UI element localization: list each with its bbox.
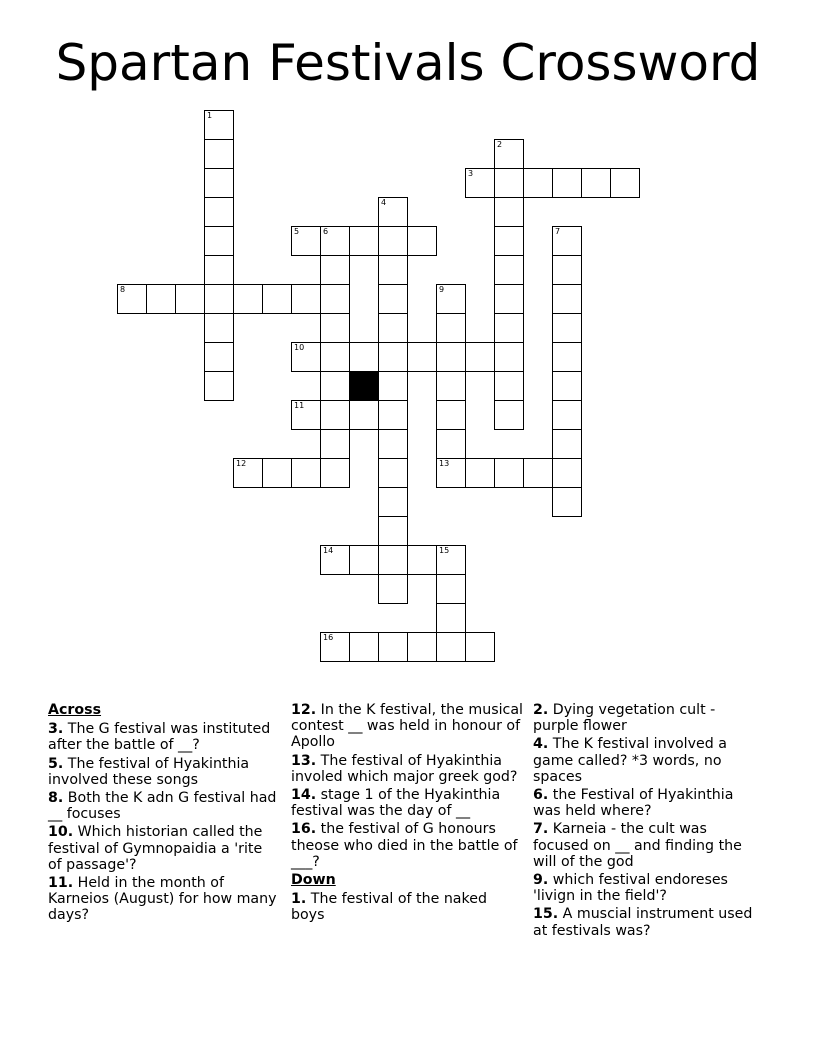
grid-cell[interactable] (378, 313, 408, 343)
grid-cell[interactable] (378, 284, 408, 314)
clues-column-2 (291, 702, 523, 926)
grid-cell[interactable] (552, 400, 582, 430)
grid-cell[interactable] (349, 632, 379, 662)
clue-number: 6 (323, 227, 329, 236)
grid-cell[interactable] (320, 632, 350, 662)
grid-cell[interactable] (494, 197, 524, 227)
grid-cell[interactable] (494, 342, 524, 372)
grid-cell[interactable] (494, 313, 524, 343)
grid-cell[interactable] (436, 284, 466, 314)
grid-cell[interactable] (378, 342, 408, 372)
grid-cell[interactable] (552, 458, 582, 488)
grid-cell[interactable] (349, 545, 379, 575)
grid-cell[interactable] (262, 284, 292, 314)
grid-cell[interactable] (320, 429, 350, 459)
grid-cell[interactable] (291, 284, 321, 314)
clue-number: 10 (294, 343, 305, 352)
across-heading: Across (48, 702, 102, 718)
grid-cell[interactable] (175, 284, 205, 314)
clue-down-1: 1. The festival of the naked boys (291, 891, 487, 924)
grid-cell[interactable] (436, 632, 466, 662)
grid-cell[interactable] (378, 197, 408, 227)
grid-cell[interactable] (494, 255, 524, 285)
grid-cell[interactable] (465, 632, 495, 662)
clue-down-15: 15. A muscial instrument used at festivals was? (533, 906, 753, 939)
grid-cell[interactable] (436, 603, 466, 633)
grid-cell[interactable] (407, 545, 437, 575)
grid-cell[interactable] (552, 429, 582, 459)
clue-number: 11 (294, 401, 305, 410)
grid-cell[interactable] (436, 429, 466, 459)
grid-cell[interactable] (204, 197, 234, 227)
grid-cell[interactable] (581, 168, 611, 198)
grid-cell[interactable] (494, 284, 524, 314)
grid-cell[interactable] (552, 342, 582, 372)
clue-number: 16 (323, 633, 334, 642)
grid-cell[interactable] (320, 342, 350, 372)
grid-cell[interactable] (204, 139, 234, 169)
clue-number: 4 (381, 198, 387, 207)
grid-cell[interactable] (204, 313, 234, 343)
clue-down-2: 2. Dying vegetation cult - purple flower (533, 702, 716, 735)
grid-cell[interactable] (436, 371, 466, 401)
grid-cell[interactable] (494, 458, 524, 488)
grid-cell[interactable] (552, 313, 582, 343)
grid-cell[interactable] (378, 545, 408, 575)
grid-cell[interactable] (465, 342, 495, 372)
clue-number: 2 (497, 140, 503, 149)
grid-cell[interactable] (552, 168, 582, 198)
grid-cell[interactable] (494, 139, 524, 169)
clue-number: 5 (294, 227, 300, 236)
clue-number: 8 (120, 285, 126, 294)
down-heading: Down (291, 872, 336, 889)
clue-across-12: 12. In the K festival, the musical contest __ was held in honour of Apollo (291, 702, 523, 751)
grid-cell[interactable] (378, 458, 408, 488)
grid-cell[interactable] (378, 255, 408, 285)
grid-cell[interactable] (204, 110, 234, 140)
grid-cell[interactable] (523, 168, 553, 198)
grid-cell[interactable] (204, 371, 234, 401)
grid-cell[interactable] (436, 458, 466, 488)
clue-number: 3 (468, 169, 474, 178)
clue-across-11: 11. Held in the month of Karneios (August) for how many days? (48, 875, 277, 924)
grid-cell[interactable] (552, 487, 582, 517)
grid-cell[interactable] (291, 342, 321, 372)
clue-across-8: 8. Both the K adn G festival had __ focuses (48, 790, 277, 823)
grid-cell[interactable] (552, 284, 582, 314)
clue-down-4: 4. The K festival involved a game called? *3 words, no spaces (533, 736, 727, 785)
grid-cell[interactable] (378, 632, 408, 662)
grid-cell[interactable] (320, 458, 350, 488)
grid-cell[interactable] (378, 400, 408, 430)
grid-cell[interactable] (233, 284, 263, 314)
clue-number: 9 (439, 285, 445, 294)
grid-cell[interactable] (349, 342, 379, 372)
grid-cell[interactable] (407, 226, 437, 256)
grid-cell[interactable] (494, 400, 524, 430)
grid-cell[interactable] (407, 632, 437, 662)
grid-cell[interactable] (494, 168, 524, 198)
clues-column-3 (533, 702, 765, 941)
clue-across-5: 5. The festival of Hyakinthia involved these songs (48, 755, 250, 788)
grid-cell[interactable] (465, 168, 495, 198)
clue-down-6: 6. the Festival of Hyakinthia was held where? (533, 787, 734, 820)
grid-cell[interactable] (320, 255, 350, 285)
grid-cell[interactable] (494, 371, 524, 401)
clue-number: 7 (555, 227, 561, 236)
grid-cell[interactable] (146, 284, 176, 314)
grid-cell[interactable] (552, 255, 582, 285)
clue-down-7: 7. Karneia - the cult was focused on __ and finding the will of the god (533, 821, 742, 870)
clue-across-10: 10. Which historian called the festival of Gymnopaidia a 'rite of passage'? (48, 824, 263, 873)
grid-cell[interactable] (349, 400, 379, 430)
blocked-cell (349, 371, 379, 401)
grid-cell[interactable] (117, 284, 147, 314)
page-title: Spartan Festivals Crossword (55, 34, 761, 92)
grid-cell[interactable] (378, 516, 408, 546)
grid-cell[interactable] (436, 545, 466, 575)
clue-across-16: 16. the festival of G honours theose who died in the battle of ___? (291, 821, 518, 870)
grid-cell[interactable] (204, 284, 234, 314)
grid-cell[interactable] (204, 226, 234, 256)
grid-cell[interactable] (320, 313, 350, 343)
clue-number: 13 (439, 459, 450, 468)
clue-across-3: 3. The G festival was instituted after the battle of __? (48, 721, 271, 754)
clue-number: 15 (439, 546, 450, 555)
grid-cell[interactable] (378, 574, 408, 604)
grid-cell[interactable] (320, 284, 350, 314)
grid-cell[interactable] (349, 226, 379, 256)
grid-cell[interactable] (378, 371, 408, 401)
grid-cell[interactable] (320, 226, 350, 256)
clue-number: 14 (323, 546, 334, 555)
clue-number: 12 (236, 459, 247, 468)
clue-down-9: 9. which festival endoreses 'livign in the field'? (533, 872, 728, 905)
grid-cell[interactable] (436, 313, 466, 343)
grid-cell[interactable] (436, 574, 466, 604)
grid-cell[interactable] (378, 226, 408, 256)
clue-across-13: 13. The festival of Hyakinthia involed which major greek god? (291, 752, 518, 785)
grid-cell[interactable] (320, 545, 350, 575)
grid-cell[interactable] (291, 400, 321, 430)
grid-cell[interactable] (320, 400, 350, 430)
grid-cell[interactable] (494, 226, 524, 256)
clues-column-1 (48, 702, 278, 926)
grid-cell[interactable] (610, 168, 640, 198)
grid-cell[interactable] (465, 458, 495, 488)
grid-cell[interactable] (436, 342, 466, 372)
grid-cell[interactable] (204, 342, 234, 372)
grid-cell[interactable] (523, 458, 553, 488)
grid-cell[interactable] (378, 487, 408, 517)
grid-cell[interactable] (407, 342, 437, 372)
grid-cell[interactable] (204, 255, 234, 285)
grid-cell[interactable] (233, 458, 263, 488)
grid-cell[interactable] (436, 400, 466, 430)
grid-cell[interactable] (262, 458, 292, 488)
grid-cell[interactable] (552, 226, 582, 256)
grid-cell[interactable] (378, 429, 408, 459)
clue-number: 1 (207, 111, 213, 120)
clue-across-14: 14. stage 1 of the Hyakinthia festival was the day of __ (291, 787, 501, 820)
grid-cell[interactable] (204, 168, 234, 198)
grid-cell[interactable] (291, 458, 321, 488)
grid-cell[interactable] (320, 371, 350, 401)
grid-cell[interactable] (291, 226, 321, 256)
grid-cell[interactable] (552, 371, 582, 401)
